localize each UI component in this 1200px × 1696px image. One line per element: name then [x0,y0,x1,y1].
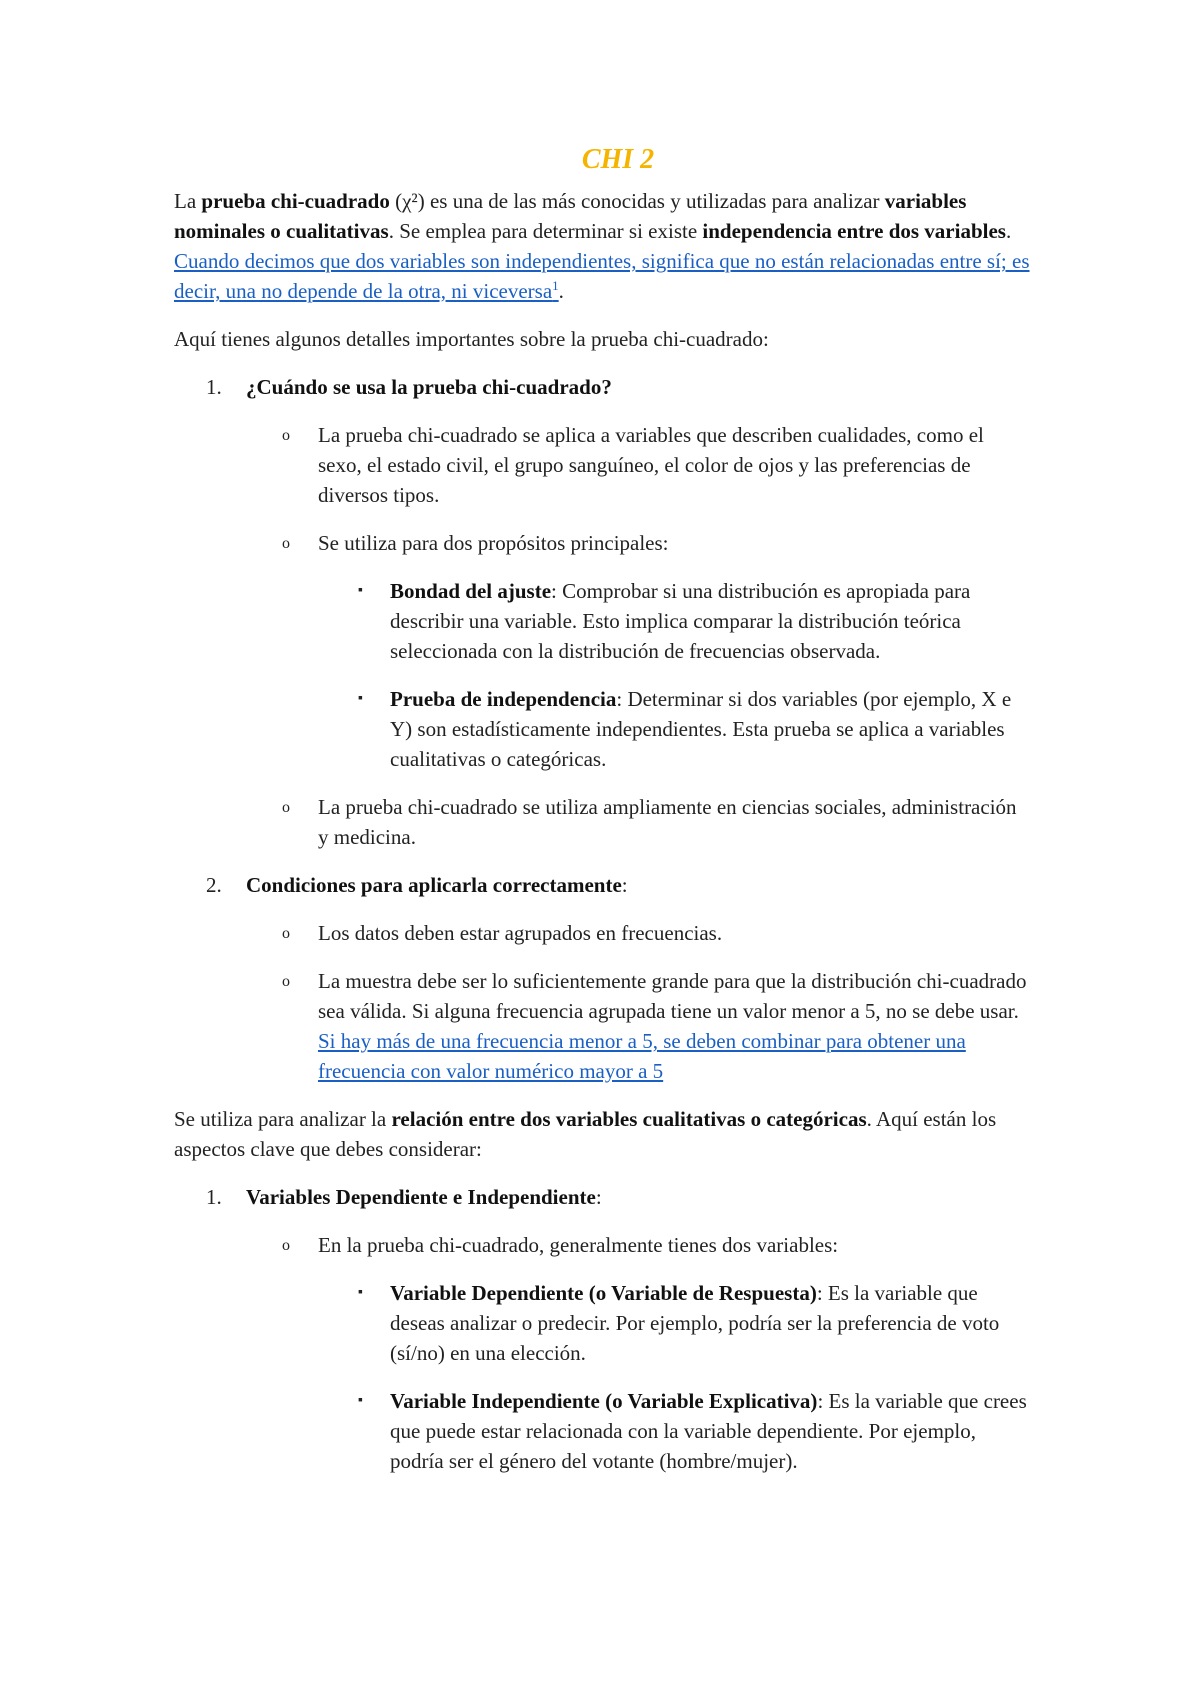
section-heading-text: Condiciones para aplicarla correctamente [246,873,622,897]
list-item [174,528,1032,558]
section-heading-text: ¿Cuándo se usa la prueba chi-cuadrado? [246,375,612,399]
frequency-link[interactable]: Si hay más de una frecuencia menor a 5, se deben combinar para obtener una frecuencia con valor numérico mayor a 5 [318,1029,966,1083]
list-item-text: : Determinar si dos variables (por ejemplo, X e Y) son estadísticamente independientes. Esta prueba se aplica a variables cualitativas o categóricas. [390,687,1012,771]
list-item-text: : Es la variable que crees que puede estar relacionada con la variable dependiente. Por ejemplo, podría ser el género del votante (hombre/mujer). [390,1389,1027,1473]
text: : [621,873,628,897]
square-bullet-icon: ▪ [358,583,363,598]
list-item-text: : Comprobar si una distribución es apropiada para describir una variable. Esto implica comparar la distribución teórica seleccionada con la distribución de frecuencias observada. [390,579,971,663]
sub-list-item [174,576,1032,666]
link-text: Cuando decimos que dos variables son independientes, significa que no están relacionadas entre sí; es decir, una no depende de la otra, ni viceversa [174,249,1030,303]
circle-bullet-icon: o [282,925,290,942]
list-number: 2. [206,873,222,897]
list-item [174,966,1032,1086]
bold-text: variables nominales o cualitativas [174,189,967,243]
list-item-text: La prueba chi-cuadrado se utiliza ampliamente en ciencias sociales, administración y medicina. [318,795,1017,849]
list-item-text: Los datos deben estar agrupados en frecuencias. [318,921,723,945]
section-1-heading [174,372,1032,402]
list-item-text: En la prueba chi-cuadrado, generalmente tienes dos variables: [318,1233,839,1257]
bold-text: relación entre dos variables cualitativas o categóricas [391,1107,867,1131]
bold-text: prueba chi-cuadrado [201,189,390,213]
footnote-ref[interactable]: 1 [552,278,559,293]
list-item-text: La muestra debe ser lo suficientemente grande para que la distribución chi-cuadrado sea válida. Si alguna frecuencia agrupada tiene un valor menor a 5, no se debe usar. [318,969,1027,1023]
circle-bullet-icon: o [282,973,290,990]
details-intro: Aquí tienes algunos detalles importantes sobre la prueba chi-cuadrado: [174,327,769,351]
circle-bullet-icon: o [282,799,290,816]
text: : [595,1185,602,1209]
sub-list-item [174,1278,1032,1368]
bold-text: Variable Independiente (o Variable Explicativa) [390,1389,818,1413]
text: . [1005,219,1012,243]
list-item [174,792,1032,852]
square-bullet-icon: ▪ [358,1285,363,1300]
relation-paragraph [174,1104,1032,1164]
text: (χ²) es una de las más conocidas y utilizadas para analizar [389,189,885,213]
section-3-heading [174,1182,1032,1212]
bold-text: Prueba de independencia [390,687,617,711]
list-item-text: La prueba chi-cuadrado se aplica a variables que describen cualidades, como el sexo, el estado civil, el grupo sanguíneo, el color de ojos y las preferencias de diversos tipos. [318,423,984,507]
list-item [174,918,1032,948]
circle-bullet-icon: o [282,427,290,444]
text: La [174,189,202,213]
circle-bullet-icon: o [282,535,290,552]
bold-text: Variable Dependiente (o Variable de Respuesta) [390,1281,817,1305]
text: . Se emplea para determinar si existe [388,219,703,243]
list-item-text: : Es la variable que deseas analizar o predecir. Por ejemplo, podría ser la preferencia de voto (sí/no) en una elección. [390,1281,1000,1365]
sub-list-item [174,684,1032,774]
bold-text: independencia entre dos variables [702,219,1006,243]
circle-bullet-icon: o [282,1237,290,1254]
bold-text: Bondad del ajuste [390,579,552,603]
section-heading-text: Variables Dependiente e Independiente [246,1185,596,1209]
list-item [174,1230,1032,1260]
text: Se utiliza para analizar la [174,1107,392,1131]
list-item [174,420,1032,510]
text: . Aquí están los aspectos clave que debes considerar: [174,1107,997,1161]
sub-list-item [174,1386,1032,1476]
square-bullet-icon: ▪ [358,691,363,706]
list-number: 1. [206,1185,222,1209]
section-2-heading [174,870,1032,900]
list-number: 1. [206,375,222,399]
list-item-text: Se utiliza para dos propósitos principales: [318,531,669,555]
square-bullet-icon: ▪ [358,1393,363,1408]
document-title: CHI 2 [581,144,655,175]
intro-link[interactable] [174,249,1030,303]
intro-paragraph [174,186,1032,306]
text: . [558,279,564,303]
